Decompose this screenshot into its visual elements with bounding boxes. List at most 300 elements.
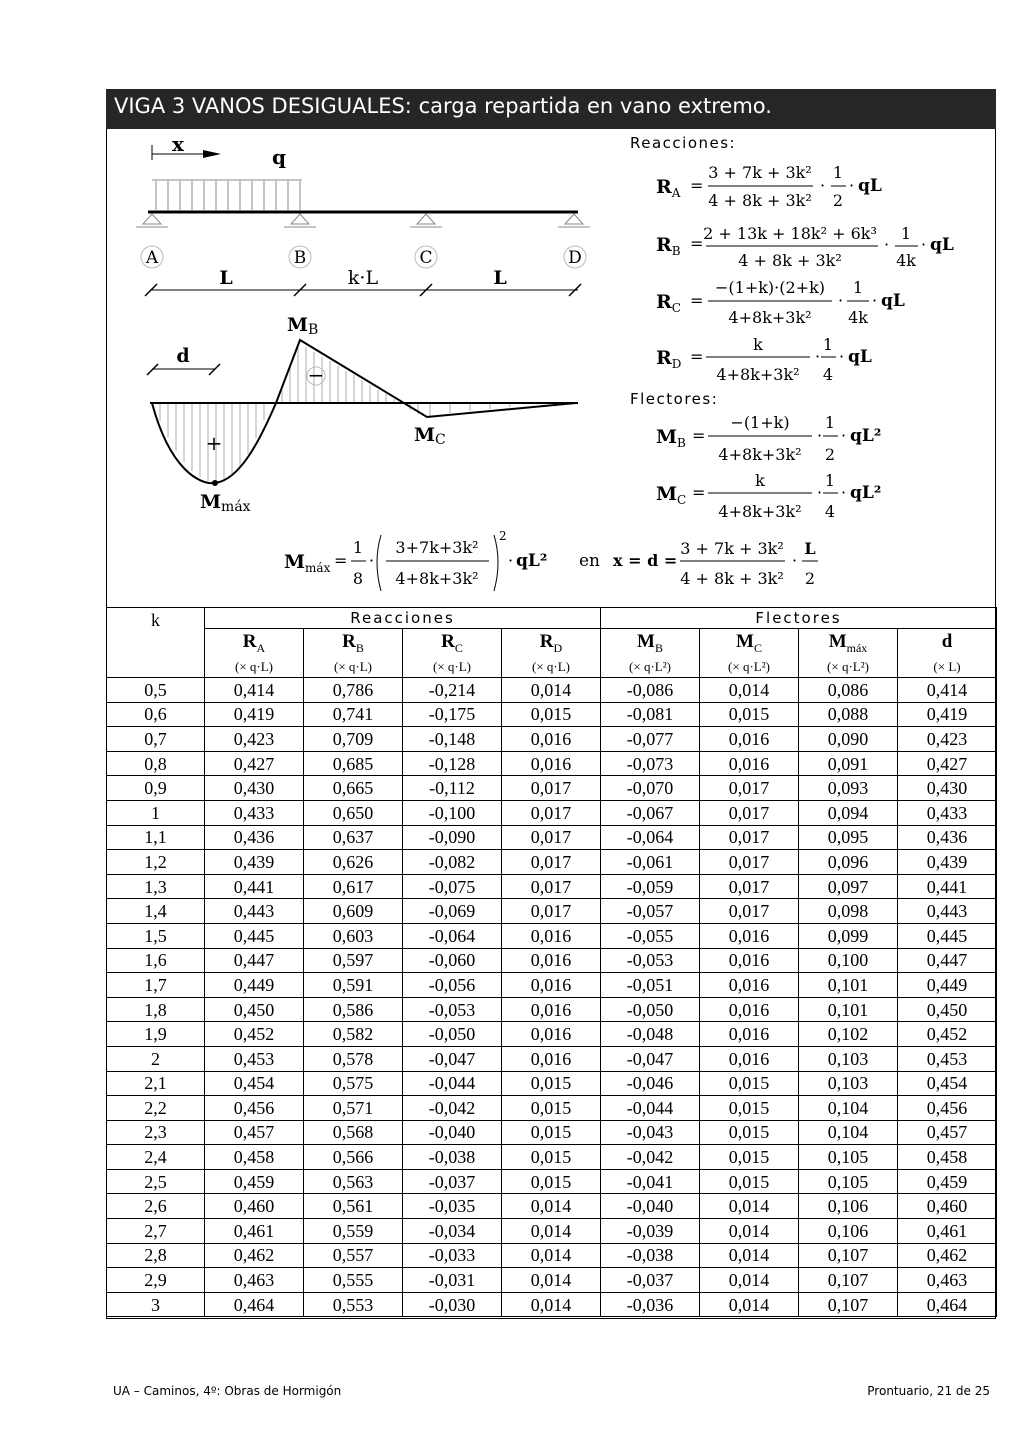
reactions-heading: Reacciones:	[630, 134, 737, 152]
value-cell: 0,014	[700, 1194, 799, 1219]
value-cell: 0,016	[502, 1046, 601, 1071]
value-cell: 0,103	[799, 1046, 898, 1071]
value-cell: -0,050	[601, 997, 700, 1022]
value-cell: 0,441	[898, 874, 997, 899]
value-cell: 0,017	[700, 874, 799, 899]
k-cell: 1,1	[107, 825, 205, 850]
table-row	[107, 1194, 997, 1219]
negative-sign: −	[307, 363, 325, 387]
value-cell: 0,017	[502, 776, 601, 801]
value-cell: 0,427	[898, 751, 997, 776]
mb-denominator: 4+8k+3k²	[718, 445, 802, 464]
column-header	[205, 629, 304, 678]
ra-tail: qL	[858, 176, 882, 196]
svg-text:·: ·	[839, 347, 845, 366]
column-unit: (× q·L²)	[827, 658, 869, 674]
distributed-load	[152, 180, 302, 210]
mmax-frac-den: 8	[352, 569, 364, 588]
value-cell: 0,015	[502, 1071, 601, 1096]
value-cell: 0,017	[502, 800, 601, 825]
table-row	[107, 751, 997, 776]
formula-mc	[656, 471, 881, 521]
value-cell: 0,709	[304, 727, 403, 752]
k-cell: 1,4	[107, 899, 205, 924]
column-subscript: B	[654, 640, 663, 655]
value-cell: 0,105	[799, 1145, 898, 1170]
table-row	[107, 1120, 997, 1145]
flectores-heading: Flectores:	[630, 390, 719, 408]
value-cell: 0,591	[304, 973, 403, 998]
value-cell: 0,626	[304, 850, 403, 875]
column-header	[304, 629, 403, 678]
column-subscript: C	[454, 640, 463, 655]
value-cell: -0,037	[601, 1268, 700, 1293]
table-row	[107, 1292, 997, 1317]
value-cell: 0,016	[502, 751, 601, 776]
k-cell: 2,6	[107, 1194, 205, 1219]
column-symbol: d	[941, 631, 953, 653]
k-cell: 2,3	[107, 1120, 205, 1145]
formula-rb	[656, 224, 954, 270]
mmax-label: M	[200, 491, 222, 513]
value-cell: 0,015	[502, 1169, 601, 1194]
value-cell: 0,617	[304, 874, 403, 899]
value-cell: 0,603	[304, 923, 403, 948]
column-header	[799, 629, 898, 678]
value-cell: 0,449	[898, 973, 997, 998]
value-cell: -0,040	[403, 1120, 502, 1145]
value-cell: -0,090	[403, 825, 502, 850]
arrow-icon	[203, 150, 221, 158]
svg-text:·: ·	[369, 551, 375, 570]
rc-numerator: −(1+k)·(2+k)	[714, 278, 826, 297]
value-cell: -0,086	[601, 678, 700, 703]
value-cell: 0,423	[898, 727, 997, 752]
k-cell: 2,4	[107, 1145, 205, 1170]
rc-factor-num: 1	[852, 278, 864, 297]
rd-factor-num: 1	[822, 335, 834, 354]
value-cell: 0,685	[304, 751, 403, 776]
value-cell: -0,148	[403, 727, 502, 752]
value-cell: -0,048	[601, 1022, 700, 1047]
value-cell: 0,452	[898, 1022, 997, 1047]
k-header	[107, 608, 205, 678]
value-cell: 0,563	[304, 1169, 403, 1194]
k-cell: 0,9	[107, 776, 205, 801]
value-cell: 0,015	[700, 1120, 799, 1145]
positive-sign: +	[205, 431, 223, 455]
value-cell: -0,053	[403, 997, 502, 1022]
column-symbol: R	[342, 631, 356, 653]
load-label: q	[272, 145, 286, 169]
column-header	[898, 629, 997, 678]
value-cell: 0,017	[502, 825, 601, 850]
support-b-label: B	[293, 248, 307, 268]
value-cell: 0,099	[799, 923, 898, 948]
table-row	[107, 874, 997, 899]
value-cell: 0,445	[205, 923, 304, 948]
table-row	[107, 997, 997, 1022]
table-row	[107, 1268, 997, 1293]
rb-factor-den: 4k	[896, 251, 916, 270]
span-label-1: L	[219, 267, 233, 289]
mmax-numerator: 3+7k+3k²	[395, 538, 479, 557]
value-cell: 0,443	[205, 899, 304, 924]
value-cell: 0,566	[304, 1145, 403, 1170]
mmax-tail: qL²	[516, 551, 548, 571]
column-header	[601, 629, 700, 678]
value-cell: 0,014	[502, 1292, 601, 1317]
value-cell: 0,414	[898, 678, 997, 703]
table-row	[107, 948, 997, 973]
value-cell: -0,039	[601, 1219, 700, 1244]
group-flectores: Flectores	[601, 608, 997, 629]
mb-factor-den: 2	[824, 445, 836, 464]
value-cell: 0,553	[304, 1292, 403, 1317]
value-cell: 0,597	[304, 948, 403, 973]
value-cell: 0,459	[205, 1169, 304, 1194]
value-cell: 0,016	[502, 923, 601, 948]
value-cell: 0,017	[700, 825, 799, 850]
value-cell: 0,439	[205, 850, 304, 875]
k-cell: 1,5	[107, 923, 205, 948]
value-cell: 0,017	[700, 899, 799, 924]
value-cell: 0,457	[205, 1120, 304, 1145]
value-cell: 0,586	[304, 997, 403, 1022]
value-cell: 0,098	[799, 899, 898, 924]
k-cell: 1,7	[107, 973, 205, 998]
d-label: d	[176, 345, 190, 367]
column-unit: (× q·L)	[333, 658, 372, 674]
mb-label: M	[287, 314, 309, 336]
k-cell: 1,8	[107, 997, 205, 1022]
k-cell: 3	[107, 1292, 205, 1317]
value-cell: -0,056	[403, 973, 502, 998]
svg-text:·: ·	[841, 426, 847, 445]
column-unit: (× q·L)	[234, 658, 273, 674]
value-cell: 0,447	[898, 948, 997, 973]
value-cell: -0,081	[601, 702, 700, 727]
value-cell: 0,105	[799, 1169, 898, 1194]
column-header	[502, 629, 601, 678]
value-cell: 0,568	[304, 1120, 403, 1145]
value-cell: -0,033	[403, 1243, 502, 1268]
table-row	[107, 678, 997, 703]
rd-tail: qL	[848, 347, 872, 367]
value-cell: -0,043	[601, 1120, 700, 1145]
mb-numerator: −(1+k)	[730, 413, 790, 432]
svg-text:=: =	[690, 291, 704, 310]
value-cell: 0,015	[700, 1145, 799, 1170]
value-cell: 0,014	[502, 678, 601, 703]
rd-numerator: k	[753, 335, 763, 354]
k-cell: 2,8	[107, 1243, 205, 1268]
value-cell: 0,456	[898, 1096, 997, 1121]
value-cell: 0,452	[205, 1022, 304, 1047]
table-row	[107, 899, 997, 924]
value-cell: 0,014	[502, 1194, 601, 1219]
mmax-label-sub: máx	[221, 499, 251, 515]
value-cell: 0,450	[205, 997, 304, 1022]
value-cell: 0,561	[304, 1194, 403, 1219]
svg-text:·: ·	[817, 483, 823, 502]
k-cell: 1	[107, 800, 205, 825]
span-label-3: L	[493, 267, 507, 289]
formulas	[620, 150, 994, 530]
column-subscript: C	[753, 640, 762, 655]
value-cell: -0,040	[601, 1194, 700, 1219]
ra-denominator: 4 + 8k + 3k²	[708, 191, 812, 210]
value-cell: 0,430	[898, 776, 997, 801]
value-cell: 0,016	[700, 997, 799, 1022]
value-cell: 0,016	[700, 948, 799, 973]
value-cell: 0,461	[205, 1219, 304, 1244]
span-label-2: k·L	[347, 267, 379, 289]
value-cell: 0,104	[799, 1096, 898, 1121]
value-cell: -0,100	[403, 800, 502, 825]
svg-text:·: ·	[849, 176, 855, 195]
value-cell: 0,555	[304, 1268, 403, 1293]
k-cell: 1,2	[107, 850, 205, 875]
value-cell: 0,017	[700, 776, 799, 801]
table-row	[107, 800, 997, 825]
title-subtitle: carga repartida en vano extremo.	[411, 94, 772, 118]
svg-text:RB: $R_B$	[656, 234, 681, 258]
value-cell: -0,073	[601, 751, 700, 776]
table-row	[107, 1046, 997, 1071]
svg-text:·: ·	[921, 235, 927, 254]
value-cell: 0,578	[304, 1046, 403, 1071]
value-cell: 0,460	[898, 1194, 997, 1219]
rb-denominator: 4 + 8k + 3k²	[738, 251, 842, 270]
value-cell: -0,034	[403, 1219, 502, 1244]
value-cell: -0,031	[403, 1268, 502, 1293]
value-cell: 0,463	[898, 1268, 997, 1293]
support-icons	[136, 214, 590, 227]
rb-numerator: 2 + 13k + 18k² + 6k³	[703, 224, 877, 243]
svg-text:RC: $R_C$	[656, 291, 681, 315]
table-row	[107, 1022, 997, 1047]
value-cell: 0,414	[205, 678, 304, 703]
value-cell: 0,014	[700, 1243, 799, 1268]
value-cell: -0,044	[403, 1071, 502, 1096]
value-cell: 0,088	[799, 702, 898, 727]
value-cell: 0,017	[502, 899, 601, 924]
value-cell: 0,016	[502, 727, 601, 752]
svg-text:MB: $M_B$	[656, 426, 686, 450]
value-cell: -0,057	[601, 899, 700, 924]
value-cell: 0,016	[700, 727, 799, 752]
results-table	[106, 607, 997, 1317]
value-cell: 0,430	[205, 776, 304, 801]
value-cell: 0,458	[205, 1145, 304, 1170]
formula-rc	[656, 278, 905, 327]
page-title	[106, 89, 996, 129]
value-cell: 0,419	[205, 702, 304, 727]
value-cell: 0,665	[304, 776, 403, 801]
value-cell: 0,463	[205, 1268, 304, 1293]
mc-label: M	[414, 424, 436, 446]
svg-text:MC	[414, 424, 446, 448]
value-cell: 0,014	[502, 1219, 601, 1244]
mb-factor-num: 1	[824, 413, 836, 432]
table-row	[107, 1219, 997, 1244]
k-cell: 0,6	[107, 702, 205, 727]
value-cell: 0,101	[799, 997, 898, 1022]
rb-factor-num: 1	[900, 224, 912, 243]
svg-text:MC: $M_C$	[656, 483, 687, 507]
k-cell: 1,3	[107, 874, 205, 899]
value-cell: -0,046	[601, 1071, 700, 1096]
value-cell: -0,051	[601, 973, 700, 998]
value-cell: 0,016	[700, 751, 799, 776]
column-subscript: B	[355, 640, 364, 655]
mmax-d-num: 3 + 7k + 3k²	[680, 539, 784, 558]
table-row	[107, 702, 997, 727]
value-cell: 0,015	[700, 702, 799, 727]
value-cell: 0,464	[898, 1292, 997, 1317]
value-cell: -0,069	[403, 899, 502, 924]
value-cell: 0,637	[304, 825, 403, 850]
value-cell: 0,786	[304, 678, 403, 703]
value-cell: 0,427	[205, 751, 304, 776]
value-cell: 0,016	[502, 1022, 601, 1047]
value-cell: 0,016	[700, 973, 799, 998]
value-cell: 0,459	[898, 1169, 997, 1194]
k-cell: 2,5	[107, 1169, 205, 1194]
svg-text:·: ·	[508, 551, 514, 570]
k-cell: 2,9	[107, 1268, 205, 1293]
value-cell: 0,464	[205, 1292, 304, 1317]
mmax-en: en	[579, 551, 601, 571]
value-cell: 0,609	[304, 899, 403, 924]
value-cell: -0,036	[601, 1292, 700, 1317]
value-cell: 0,016	[502, 973, 601, 998]
value-cell: -0,053	[601, 948, 700, 973]
k-header-label: k	[151, 610, 160, 630]
value-cell: 0,102	[799, 1022, 898, 1047]
svg-text:=: =	[692, 483, 706, 502]
ra-factor-num: 1	[832, 163, 844, 182]
value-cell: -0,214	[403, 678, 502, 703]
support-a-label: A	[145, 248, 159, 268]
column-symbol: M	[828, 631, 847, 653]
value-cell: 0,445	[898, 923, 997, 948]
rc-denominator: 4+8k+3k²	[728, 308, 812, 327]
svg-text:·: ·	[792, 551, 798, 570]
svg-text:·: ·	[872, 291, 878, 310]
value-cell: 0,016	[502, 948, 601, 973]
mmax-frac-num: 1	[352, 538, 364, 557]
value-cell: 0,103	[799, 1071, 898, 1096]
table-row	[107, 776, 997, 801]
value-cell: -0,037	[403, 1169, 502, 1194]
value-cell: 0,017	[700, 800, 799, 825]
column-symbol: R	[242, 631, 257, 653]
beam-diagram	[106, 130, 606, 530]
ra-numerator: 3 + 7k + 3k²	[708, 163, 812, 182]
k-cell: 0,8	[107, 751, 205, 776]
value-cell: 0,014	[502, 1243, 601, 1268]
table-row	[107, 825, 997, 850]
value-cell: 0,093	[799, 776, 898, 801]
k-cell: 2	[107, 1046, 205, 1071]
value-cell: 0,016	[700, 1046, 799, 1071]
rc-factor-den: 4k	[848, 308, 868, 327]
value-cell: 0,436	[898, 825, 997, 850]
value-cell: 0,100	[799, 948, 898, 973]
value-cell: 0,016	[700, 923, 799, 948]
value-cell: 0,741	[304, 702, 403, 727]
svg-text:MB	[287, 314, 318, 338]
value-cell: -0,067	[601, 800, 700, 825]
svg-text:·: ·	[841, 483, 847, 502]
value-cell: -0,042	[601, 1145, 700, 1170]
value-cell: 0,014	[700, 1219, 799, 1244]
k-cell: 1,9	[107, 1022, 205, 1047]
value-cell: 0,017	[700, 850, 799, 875]
svg-text:Mmáx	[200, 491, 251, 515]
value-cell: 0,016	[700, 1022, 799, 1047]
svg-text:=: =	[692, 426, 706, 445]
value-cell: 0,456	[205, 1096, 304, 1121]
value-cell: 0,015	[502, 1145, 601, 1170]
column-symbol: M	[736, 631, 754, 653]
value-cell: -0,070	[601, 776, 700, 801]
svg-text:·: ·	[884, 235, 890, 254]
value-cell: 0,014	[700, 1292, 799, 1317]
svg-text:RD: $R_D$	[656, 347, 682, 371]
svg-text:·: ·	[820, 176, 826, 195]
value-cell: -0,050	[403, 1022, 502, 1047]
svg-text:=: =	[334, 551, 348, 570]
value-cell: -0,044	[601, 1096, 700, 1121]
group-reacciones: Reacciones	[205, 608, 601, 629]
value-cell: 0,086	[799, 678, 898, 703]
column-subscript: D	[553, 640, 563, 655]
svg-text:=: =	[690, 234, 704, 253]
mc-factor-num: 1	[824, 471, 836, 490]
formula-rd	[656, 335, 872, 384]
table-row	[107, 1169, 997, 1194]
k-cell: 2,1	[107, 1071, 205, 1096]
value-cell: -0,047	[403, 1046, 502, 1071]
value-cell: -0,082	[403, 850, 502, 875]
column-unit: (× q·L)	[432, 658, 471, 674]
svg-text:=: =	[690, 347, 704, 366]
value-cell: 0,015	[700, 1071, 799, 1096]
table-row	[107, 1243, 997, 1268]
column-subscript: máx	[846, 640, 868, 655]
table-row	[107, 973, 997, 998]
value-cell: -0,059	[601, 874, 700, 899]
value-cell: 0,436	[205, 825, 304, 850]
formula-ra	[656, 163, 882, 210]
k-cell: 1,6	[107, 948, 205, 973]
ra-factor-den: 2	[832, 191, 844, 210]
table-row	[107, 1145, 997, 1170]
mmax-denominator: 4+8k+3k²	[395, 569, 479, 588]
column-symbol: M	[637, 631, 655, 653]
value-cell: -0,038	[601, 1243, 700, 1268]
formula-mb	[656, 413, 881, 464]
value-cell: 0,419	[898, 702, 997, 727]
k-cell: 0,7	[107, 727, 205, 752]
value-cell: 0,458	[898, 1145, 997, 1170]
mc-factor-den: 4	[824, 502, 836, 521]
value-cell: 0,433	[898, 800, 997, 825]
value-cell: -0,060	[403, 948, 502, 973]
